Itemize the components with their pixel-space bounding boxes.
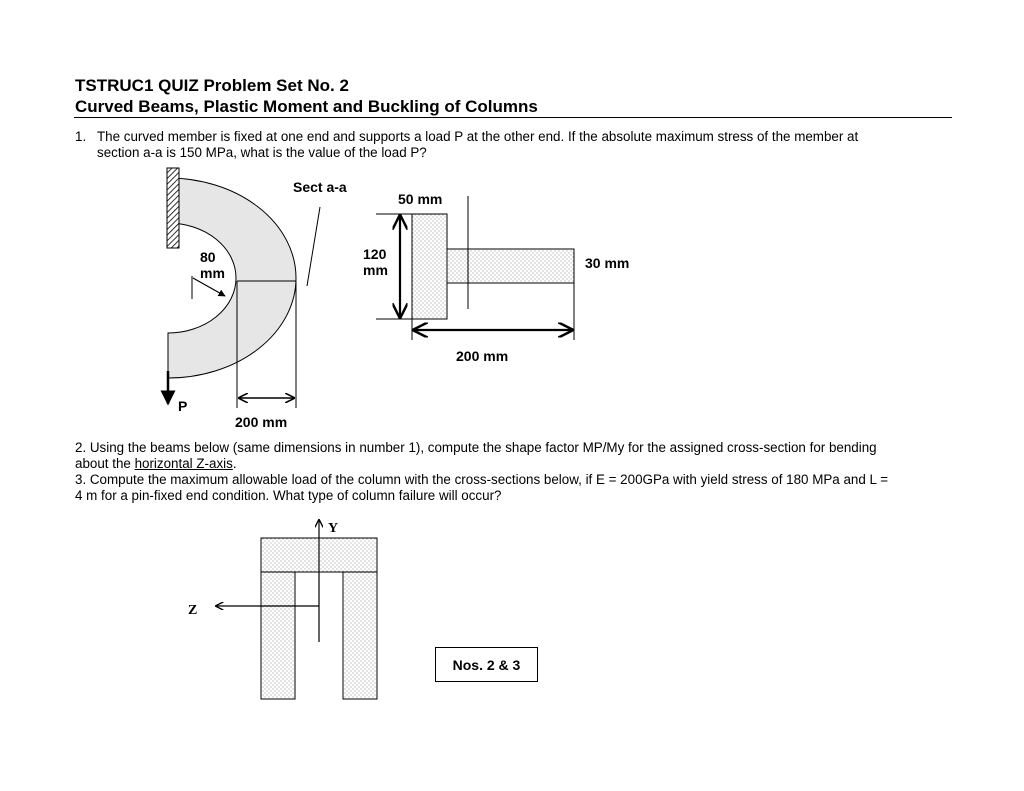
problem1-line1: The curved member is fixed at one end and supports a load P at the other end. If the absolute maximum stress of the member at	[97, 129, 859, 144]
curved-member-figure	[167, 168, 347, 430]
height-value-label: 120	[363, 246, 387, 262]
fixed-support-hatch	[167, 168, 179, 248]
horizontal-z-axis-text: horizontal Z-axis	[134, 456, 233, 471]
header-divider	[74, 117, 952, 118]
y-axis-label: Y	[328, 521, 339, 536]
right-leg-rect	[343, 572, 377, 699]
flange-dimension-label: 50 mm	[398, 191, 443, 207]
problem3-line1: 3. Compute the maximum allowable load of the column with the cross-sections below, if E = 200GPa with yield stress of 180 MPa and L =	[75, 472, 889, 487]
t-section-figure	[363, 191, 629, 364]
column-section-figure	[188, 520, 377, 699]
problem1-number: 1.	[75, 129, 87, 144]
web-rect	[447, 249, 574, 283]
problem2-line2-prefix: about the	[75, 456, 135, 471]
radius-unit-label: mm	[200, 265, 225, 281]
length-dimension-label: 200 mm	[456, 348, 509, 364]
section-leader-line	[307, 207, 320, 286]
flange-rect	[412, 214, 447, 319]
sect-a-a-label: Sect a-a	[293, 179, 347, 195]
load-p-label: P	[178, 398, 188, 414]
web-dimension-label: 30 mm	[585, 255, 630, 271]
width-dimension-label: 200 mm	[235, 414, 288, 430]
problem2-line1: 2. Using the beams below (same dimensions in number 1), compute the shape factor MP/My for the assigned cross-section for bending	[75, 440, 877, 455]
radius-value-label: 80	[200, 249, 216, 265]
curved-beam	[168, 178, 296, 378]
height-unit-label: mm	[363, 262, 388, 278]
problem2-line2-suffix: .	[232, 456, 237, 471]
quiz-subtitle: Curved Beams, Plastic Moment and Buckling of Columns	[75, 97, 538, 116]
quiz-title: TSTRUC1 QUIZ Problem Set No. 2	[75, 76, 349, 95]
problem3-line2: 4 m for a pin-fixed end condition. What type of column failure will occur?	[75, 488, 502, 503]
z-axis-label: Z	[188, 603, 198, 618]
problems-label-box: Nos. 2 & 3	[435, 647, 538, 682]
problem1-line2: section a-a is 150 MPa, what is the value of the load P?	[97, 145, 427, 160]
problem2-line2	[75, 456, 237, 472]
left-leg-rect	[261, 572, 295, 699]
